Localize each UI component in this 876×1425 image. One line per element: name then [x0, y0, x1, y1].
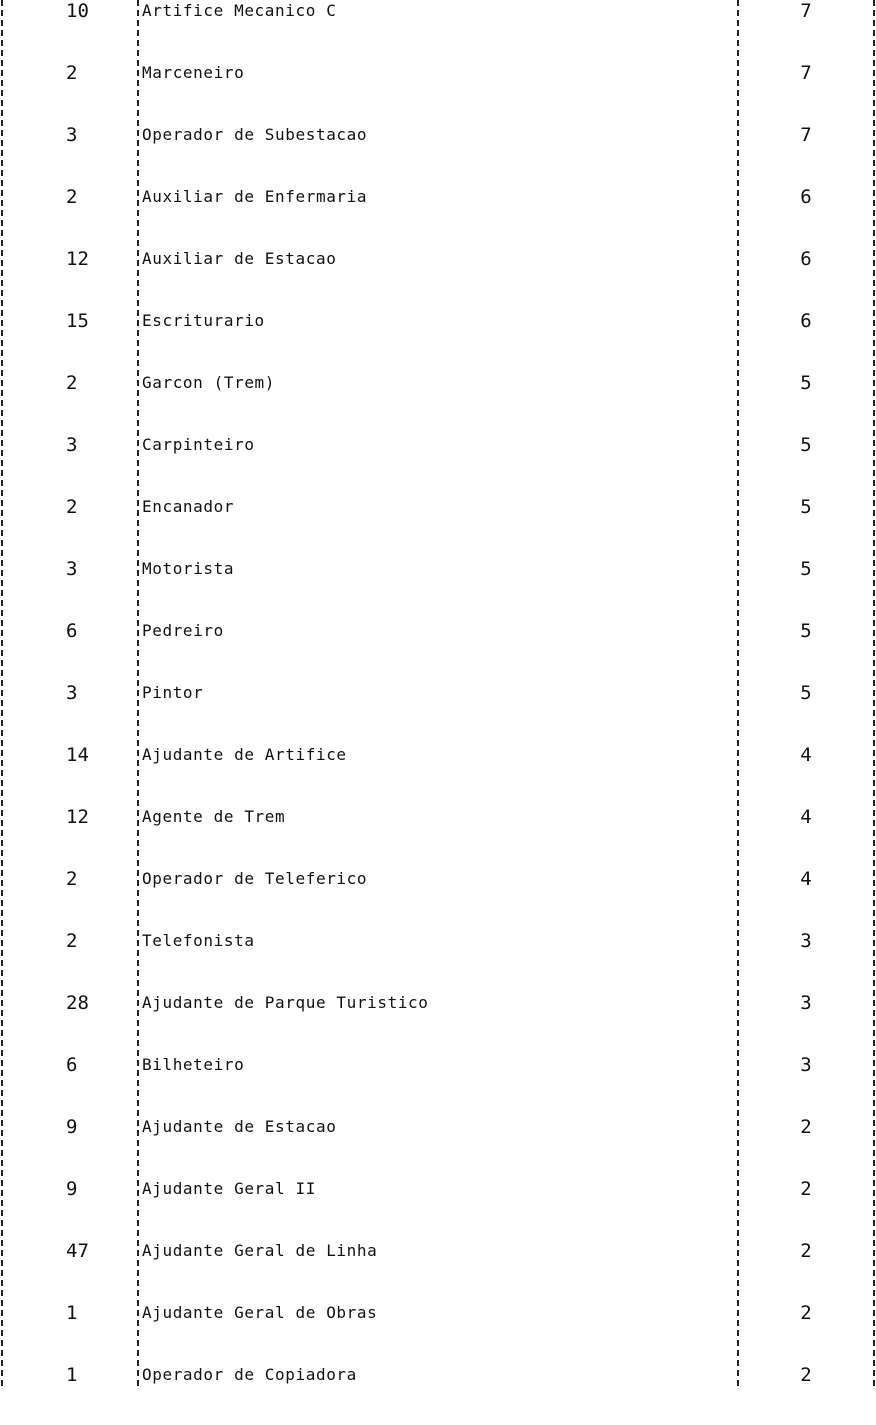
value-cell: 3: [800, 930, 812, 952]
quantity-cell: 12: [66, 248, 89, 270]
role-cell: Ajudante de Artifice: [142, 745, 347, 764]
value-cell: 5: [800, 620, 812, 642]
value-cell: 2: [800, 1364, 812, 1386]
value-cell: 5: [800, 558, 812, 580]
role-cell: Bilheteiro: [142, 1055, 245, 1074]
quantity-cell: 2: [66, 930, 78, 952]
quantity-cell: 15: [66, 310, 89, 332]
quantity-cell: 2: [66, 372, 78, 394]
role-cell: Operador de Teleferico: [142, 869, 368, 888]
value-cell: 2: [800, 1302, 812, 1324]
table-row: [0, 1177, 876, 1239]
table-row: [0, 495, 876, 557]
value-cell: 5: [800, 372, 812, 394]
table-row: [0, 1301, 876, 1363]
value-cell: 5: [800, 496, 812, 518]
quantity-cell: 9: [66, 1178, 78, 1200]
role-cell: Operador de Subestacao: [142, 125, 368, 144]
table-row: [0, 247, 876, 309]
role-cell: Pintor: [142, 683, 204, 702]
quantity-cell: 2: [66, 496, 78, 518]
value-cell: 5: [800, 682, 812, 704]
value-cell: 2: [800, 1116, 812, 1138]
value-cell: 4: [800, 806, 812, 828]
table-row: [0, 805, 876, 867]
role-cell: Ajudante de Estacao: [142, 1117, 337, 1136]
role-cell: Ajudante Geral de Linha: [142, 1241, 378, 1260]
role-cell: Encanador: [142, 497, 235, 516]
quantity-cell: 3: [66, 558, 78, 580]
quantity-cell: 3: [66, 434, 78, 456]
role-cell: Ajudante Geral II: [142, 1179, 316, 1198]
value-cell: 2: [800, 1240, 812, 1262]
role-cell: Telefonista: [142, 931, 255, 950]
table-row: [0, 1115, 876, 1177]
table-row: [0, 61, 876, 123]
table-row: [0, 309, 876, 371]
role-cell: Marceneiro: [142, 63, 245, 82]
role-cell: Operador de Copiadora: [142, 1365, 357, 1384]
table-row: [0, 1239, 876, 1301]
role-cell: Auxiliar de Enfermaria: [142, 187, 368, 206]
role-cell: Motorista: [142, 559, 235, 578]
quantity-cell: 14: [66, 744, 89, 766]
value-cell: 3: [800, 1054, 812, 1076]
quantity-cell: 2: [66, 186, 78, 208]
table-row: [0, 1053, 876, 1115]
table-row: [0, 681, 876, 743]
value-cell: 4: [800, 744, 812, 766]
table-row: [0, 123, 876, 185]
role-cell: Garcon (Trem): [142, 373, 276, 392]
value-cell: 6: [800, 248, 812, 270]
value-cell: 7: [800, 0, 812, 22]
table-row: [0, 371, 876, 433]
value-cell: 3: [800, 992, 812, 1014]
quantity-cell: 47: [66, 1240, 89, 1262]
quantity-cell: 2: [66, 62, 78, 84]
table-row: [0, 991, 876, 1053]
value-cell: 7: [800, 124, 812, 146]
value-cell: 6: [800, 310, 812, 332]
quantity-cell: 10: [66, 0, 89, 22]
quantity-cell: 12: [66, 806, 89, 828]
role-cell: Agente de Trem: [142, 807, 286, 826]
quantity-cell: 3: [66, 124, 78, 146]
table-row: [0, 557, 876, 619]
value-cell: 7: [800, 62, 812, 84]
table-row: [0, 0, 876, 61]
role-cell: Carpinteiro: [142, 435, 255, 454]
role-cell: Pedreiro: [142, 621, 224, 640]
value-cell: 5: [800, 434, 812, 456]
table-row: [0, 929, 876, 991]
quantity-cell: 1: [66, 1364, 78, 1386]
role-cell: Escriturario: [142, 311, 265, 330]
quantity-cell: 2: [66, 868, 78, 890]
value-cell: 6: [800, 186, 812, 208]
table-row: [0, 619, 876, 681]
value-cell: 2: [800, 1178, 812, 1200]
value-cell: 4: [800, 868, 812, 890]
table-row: [0, 185, 876, 247]
table-row: [0, 433, 876, 495]
quantity-cell: 6: [66, 620, 78, 642]
quantity-cell: 9: [66, 1116, 78, 1138]
role-cell: Ajudante Geral de Obras: [142, 1303, 378, 1322]
table-row: [0, 743, 876, 805]
quantity-cell: 28: [66, 992, 89, 1014]
role-cell: Artifice Mecanico C: [142, 1, 337, 20]
table-row: [0, 867, 876, 929]
quantity-cell: 3: [66, 682, 78, 704]
role-cell: Auxiliar de Estacao: [142, 249, 337, 268]
role-cell: Ajudante de Parque Turistico: [142, 993, 429, 1012]
table-row: [0, 1363, 876, 1425]
quantity-cell: 1: [66, 1302, 78, 1324]
quantity-cell: 6: [66, 1054, 78, 1076]
